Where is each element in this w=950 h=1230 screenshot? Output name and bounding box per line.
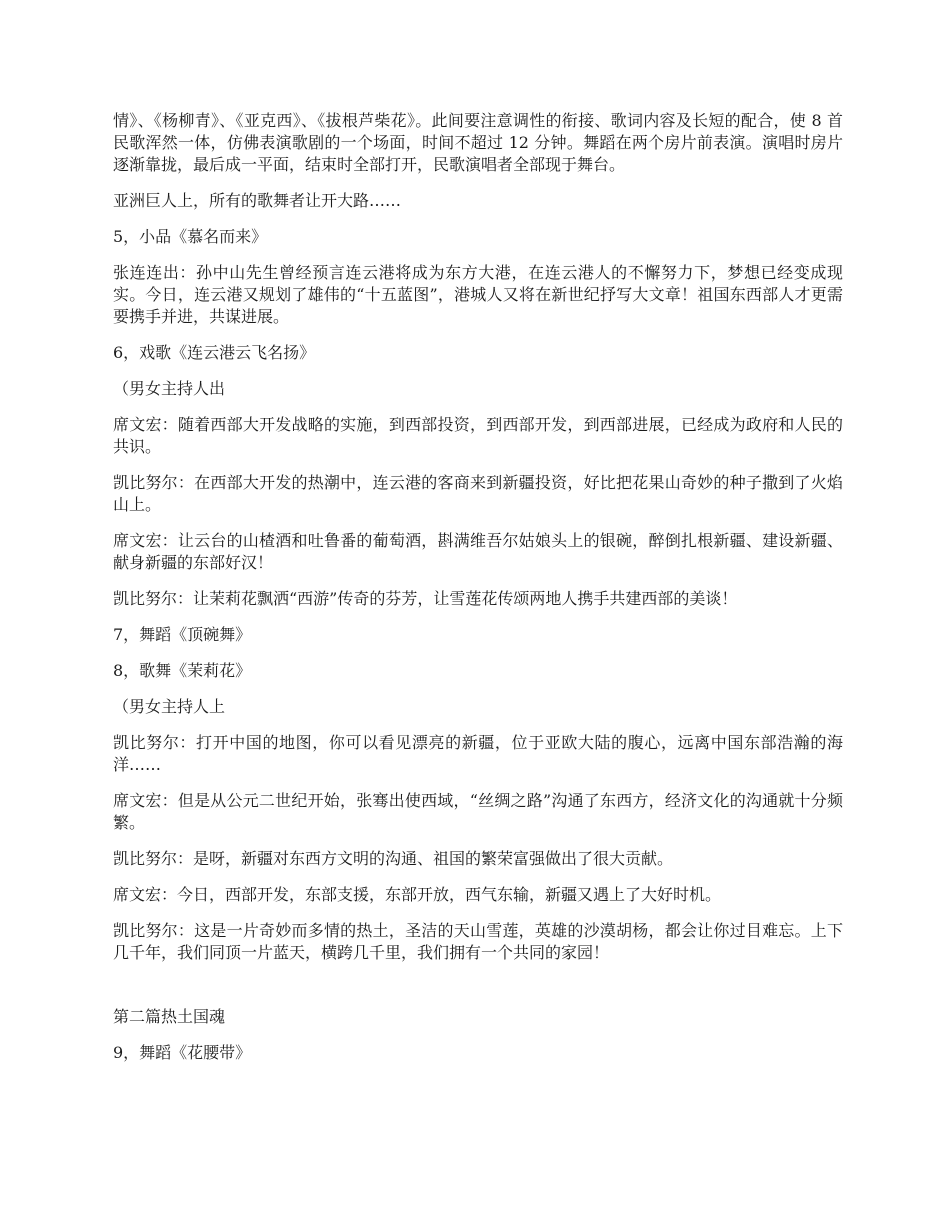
stage-direction: （男女主持人上 <box>113 697 226 716</box>
program-item: 8，歌舞《茉莉花》 <box>113 661 252 680</box>
section-title: 第二篇热土国魂 <box>113 1007 226 1026</box>
stage-direction: （男女主持人出 <box>113 379 226 398</box>
dialogue-line: 凯比努尔：这是一片奇妙而多情的热土，圣洁的天山雪莲，英雄的沙漠胡杨，都会让你过目难忘。上下几千年，我们同顶一片蓝天，横跨几千里，我们拥有一个共同的家园！ <box>113 921 843 962</box>
dialogue-line: 席文宏：今日，西部开发，东部支援，东部开放，西气东输，新疆又遇上了大好时机。 <box>113 885 722 904</box>
document-page <box>113 110 843 1078</box>
paragraph: 张连连出：孙中山先生曾经预言连云港将成为东方大港，在连云港人的不懈努力下，梦想已经变成现实。今日，连云港又规划了雄伟的“十五蓝图”，港城人又将在新世纪抒写大文章！祖国东西部人才更需要携手并进，共谋进展。 <box>113 263 843 326</box>
paragraph: 亚洲巨人上，所有的歌舞者让开大路…… <box>113 191 402 210</box>
program-item: 9，舞蹈《花腰带》 <box>113 1043 252 1062</box>
dialogue-line: 凯比努尔：打开中国的地图，你可以看见漂亮的新疆，位于亚欧大陆的腹心，远离中国东部浩瀚的海洋…… <box>113 733 843 774</box>
dialogue-line: 席文宏：随着西部大开发战略的实施，到西部投资，到西部开发，到西部进展，已经成为政府和人民的共识。 <box>113 415 843 456</box>
program-item: 5，小品《慕名而来》 <box>113 227 268 246</box>
dialogue-line: 凯比努尔：在西部大开发的热潮中，连云港的客商来到新疆投资，好比把花果山奇妙的种子撒到了火焰山上。 <box>113 473 843 514</box>
dialogue-line: 凯比努尔：让茉莉花飘洒“西游”传奇的芬芳，让雪莲花传颂两地人携手共建西部的美谈！ <box>113 589 738 608</box>
dialogue-line: 席文宏：让云台的山楂酒和吐鲁番的葡萄酒，斟满维吾尔姑娘头上的银碗，醉倒扎根新疆、建设新疆、献身新疆的东部好汉！ <box>113 531 843 572</box>
dialogue-line: 凯比努尔：是呀，新疆对东西方文明的沟通、祖国的繁荣富强做出了很大贡献。 <box>113 849 674 868</box>
section-spacer <box>113 978 843 1006</box>
program-item: 6，戏歌《连云港云飞名扬》 <box>113 343 316 362</box>
paragraph: 情》、《杨柳青》、《亚克西》、《拔根芦柴花》。此间要注意调性的衔接、歌词内容及长短的配合，使 8 首民歌浑然一体，仿佛表演歌剧的一个场面，时间不超过 12 分钟。舞蹈在两个房片前表演。演唱时房片逐渐靠拢，最后成一平面，结束时全部打开，民歌演唱者全部现于舞台。 <box>113 111 843 174</box>
dialogue-line: 席文宏：但是从公元二世纪开始，张骞出使西域，“丝绸之路”沟通了东西方，经济文化的沟通就十分频繁。 <box>113 791 843 832</box>
program-item: 7，舞蹈《顶碗舞》 <box>113 625 252 644</box>
